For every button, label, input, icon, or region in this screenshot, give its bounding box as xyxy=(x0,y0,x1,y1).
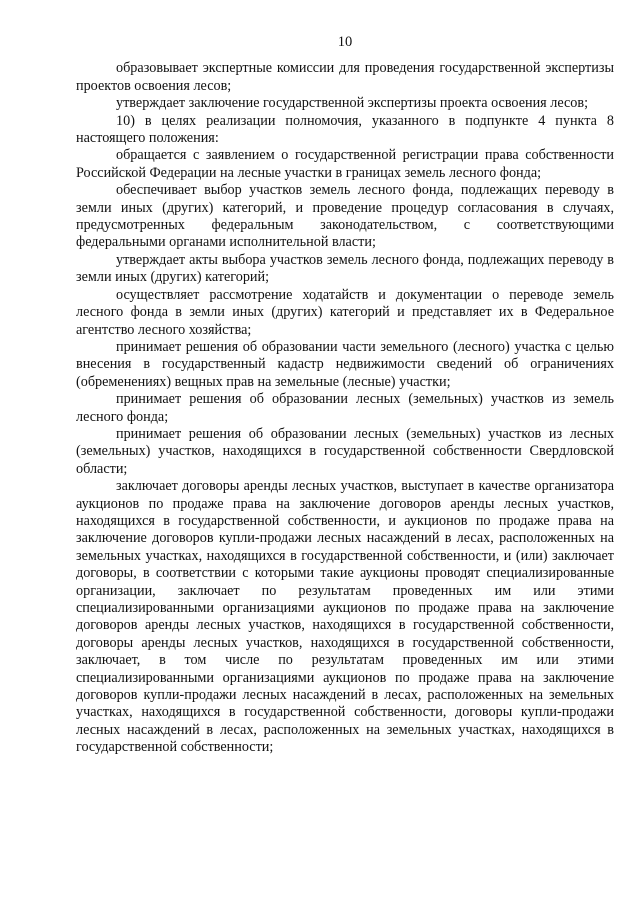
paragraph-lease-agreements: заключает договоры аренды лесных участков, выступает в качестве организатора аукционов по продаже права на заключение договоров аренды лесных участков, находящихся в государственной собственности, и аукционов по продаже права на заключение договоров купли-продажи лесных насаждений в лесах, расположенных на земельных участках, находящихся в государственной собственности, и (или) заключает договоры, в соответствии с которыми такие аукционы проводят специализированные организации, заключает по результатам проведенных им или этими специализированными организациями аукционов по продаже права на заключение договоров аренды лесных участков, находящихся в государственной собственности, договоры аренды лесных участков, находящихся в государственной собственности, заключает, в том числе по результатам проведенных им или этими специализированными организациями аукционов по продаже права на заключение договоров купли-продажи лесных насаждений в лесах, расположенных на земельных участках, находящихся в государственной собственности, договоры купли-продажи лесных насаждений в лесах, расположенных на земельных участках, находящихся в государственной собственности; xyxy=(76,478,614,756)
paragraph-item-10: 10) в целях реализации полномочия, указанного в подпункте 4 пункта 8 настоящего положения: xyxy=(76,112,614,147)
paragraph-plots-from-plots: принимает решения об образовании лесных (земельных) участков из лесных (земельных) участков, находящихся в государственной собственности Свердловской области; xyxy=(76,425,614,477)
document-page xyxy=(76,34,614,757)
paragraph-expert-commissions: образовывает экспертные комиссии для проведения государственной экспертизы проектов освоения лесов; xyxy=(76,60,614,94)
paragraph-petitions-review: осуществляет рассмотрение ходатайств и документации о переводе земель лесного фонда в земли иных (других) категорий и представляет их в Федеральное агентство лесного хозяйства; xyxy=(76,286,614,338)
paragraph-approve-acts: утверждает акты выбора участков земель лесного фонда, подлежащих переводу в земли иных (других) категорий; xyxy=(76,251,614,286)
paragraph-state-registration: обращается с заявлением о государственной регистрации права собственности Российской Федерации на лесные участки в границах земель лесного фонда; xyxy=(76,147,614,181)
paragraph-plots-from-forest-fund: принимает решения об образовании лесных (земельных) участков из земель лесного фонда; xyxy=(76,391,614,425)
paragraph-plot-part-decision: принимает решения об образовании части земельного (лесного) участка с целью внесения в государственный кадастр недвижимости сведений об ограничениях (обременениях) вещных прав на земельные (лесные) участки; xyxy=(76,338,614,390)
paragraph-approve-expertise: утверждает заключение государственной экспертизы проекта освоения лесов; xyxy=(116,95,589,112)
paragraph-site-selection: обеспечивает выбор участков земель лесного фонда, подлежащих переводу в земли иных (других) категорий, и проведение процедур согласования в случаях, предусмотренных федеральным законодательством, с соответствующими федеральными органами исполнительной власти; xyxy=(76,182,614,251)
page-number: 10 xyxy=(337,34,353,50)
